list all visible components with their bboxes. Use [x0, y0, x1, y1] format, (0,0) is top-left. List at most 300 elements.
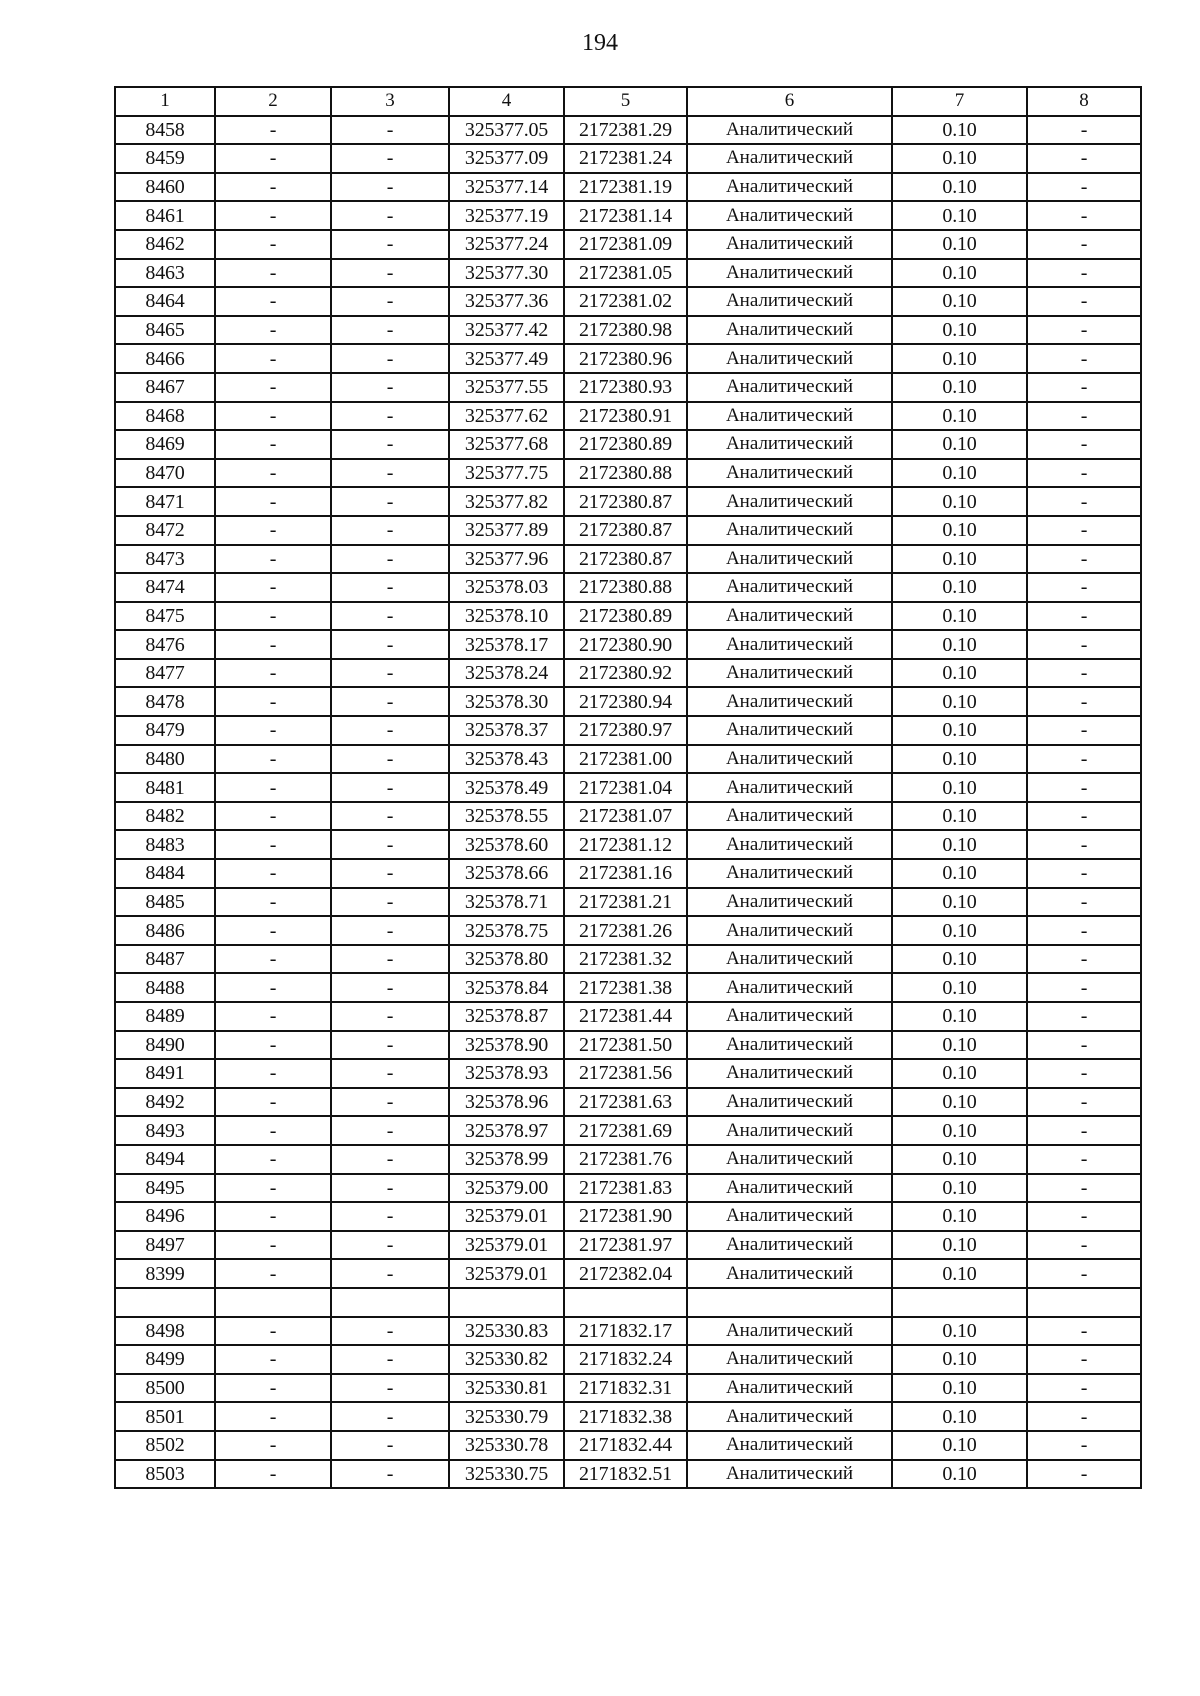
x-coordinate-cell: 325378.96 [449, 1088, 564, 1117]
y-coordinate-cell: 2172381.44 [564, 1002, 687, 1031]
x-coordinate-cell: 325378.10 [449, 602, 564, 631]
col-2-cell: - [215, 602, 331, 631]
y-coordinate-cell: 2172381.97 [564, 1231, 687, 1260]
method-cell: Аналитический [687, 1031, 892, 1060]
col-8-cell: - [1027, 745, 1141, 774]
table-row [115, 201, 1141, 230]
accuracy-cell: 0.10 [892, 459, 1027, 488]
col-8-cell: - [1027, 1431, 1141, 1460]
x-coordinate-cell: 325330.75 [449, 1460, 564, 1489]
y-coordinate-cell: 2172380.94 [564, 687, 687, 716]
col-8-cell: - [1027, 287, 1141, 316]
col-8-cell: - [1027, 1202, 1141, 1231]
method-cell: Аналитический [687, 173, 892, 202]
accuracy-cell: 0.10 [892, 745, 1027, 774]
col-3-cell: - [331, 630, 449, 659]
col-3-cell: - [331, 1145, 449, 1174]
table-row [115, 144, 1141, 173]
accuracy-cell: 0.10 [892, 1374, 1027, 1403]
col-3-cell: - [331, 1345, 449, 1374]
point-number-cell: 8488 [115, 973, 215, 1002]
accuracy-cell: 0.10 [892, 259, 1027, 288]
method-cell: Аналитический [687, 830, 892, 859]
col-3-cell: - [331, 802, 449, 831]
x-coordinate-cell: 325377.05 [449, 116, 564, 145]
accuracy-cell: 0.10 [892, 545, 1027, 574]
accuracy-cell: 0.10 [892, 1116, 1027, 1145]
method-cell: Аналитический [687, 1231, 892, 1260]
accuracy-cell: 0.10 [892, 1174, 1027, 1203]
table-row [115, 1259, 1141, 1288]
method-cell: Аналитический [687, 545, 892, 574]
x-coordinate-cell: 325378.60 [449, 830, 564, 859]
accuracy-cell [892, 1288, 1027, 1317]
method-cell: Аналитический [687, 1374, 892, 1403]
method-cell: Аналитический [687, 888, 892, 917]
accuracy-cell: 0.10 [892, 773, 1027, 802]
point-number-cell: 8482 [115, 802, 215, 831]
x-coordinate-cell: 325377.09 [449, 144, 564, 173]
col-3-cell: - [331, 830, 449, 859]
table-row [115, 1317, 1141, 1346]
y-coordinate-cell: 2172380.98 [564, 316, 687, 345]
point-number-cell: 8472 [115, 516, 215, 545]
method-cell: Аналитический [687, 630, 892, 659]
point-number-cell [115, 1288, 215, 1317]
col-2-cell: - [215, 1345, 331, 1374]
point-number-cell: 8494 [115, 1145, 215, 1174]
table-body [115, 116, 1141, 1489]
point-number-cell: 8489 [115, 1002, 215, 1031]
x-coordinate-cell: 325377.19 [449, 201, 564, 230]
y-coordinate-cell: 2172381.90 [564, 1202, 687, 1231]
y-coordinate-cell: 2172381.29 [564, 116, 687, 145]
table-row [115, 1288, 1141, 1317]
col-8-cell: - [1027, 888, 1141, 917]
point-number-cell: 8462 [115, 230, 215, 259]
point-number-cell: 8458 [115, 116, 215, 145]
col-3-cell: - [331, 1231, 449, 1260]
y-coordinate-cell: 2171832.17 [564, 1317, 687, 1346]
x-coordinate-cell: 325378.75 [449, 916, 564, 945]
col-2-cell: - [215, 630, 331, 659]
col-3-cell: - [331, 1031, 449, 1060]
y-coordinate-cell: 2172381.32 [564, 945, 687, 974]
method-cell: Аналитический [687, 602, 892, 631]
col-3-cell: - [331, 287, 449, 316]
col-8-cell: - [1027, 344, 1141, 373]
accuracy-cell: 0.10 [892, 802, 1027, 831]
point-number-cell: 8478 [115, 687, 215, 716]
x-coordinate-cell: 325378.71 [449, 888, 564, 917]
y-coordinate-cell: 2172381.83 [564, 1174, 687, 1203]
x-coordinate-cell [449, 1288, 564, 1317]
col-3-cell: - [331, 602, 449, 631]
accuracy-cell: 0.10 [892, 173, 1027, 202]
point-number-cell: 8492 [115, 1088, 215, 1117]
y-coordinate-cell: 2172381.09 [564, 230, 687, 259]
col-2-cell: - [215, 402, 331, 431]
col-2-cell: - [215, 1088, 331, 1117]
col-2-cell: - [215, 316, 331, 345]
col-3-cell: - [331, 1174, 449, 1203]
accuracy-cell: 0.10 [892, 945, 1027, 974]
col-3-cell: - [331, 687, 449, 716]
col-8-cell: - [1027, 830, 1141, 859]
x-coordinate-cell: 325330.79 [449, 1402, 564, 1431]
y-coordinate-cell: 2171832.51 [564, 1460, 687, 1489]
col-3-cell: - [331, 1460, 449, 1489]
col-3-cell: - [331, 373, 449, 402]
col-8-cell: - [1027, 973, 1141, 1002]
table-row [115, 1345, 1141, 1374]
table-header-row [115, 87, 1141, 116]
accuracy-cell: 0.10 [892, 287, 1027, 316]
table-row [115, 602, 1141, 631]
col-2-cell: - [215, 545, 331, 574]
col-2-cell: - [215, 859, 331, 888]
accuracy-cell: 0.10 [892, 1345, 1027, 1374]
y-coordinate-cell: 2172380.97 [564, 716, 687, 745]
method-cell: Аналитический [687, 344, 892, 373]
point-number-cell: 8486 [115, 916, 215, 945]
table-row [115, 1431, 1141, 1460]
table-row [115, 573, 1141, 602]
point-number-cell: 8463 [115, 259, 215, 288]
point-number-cell: 8490 [115, 1031, 215, 1060]
y-coordinate-cell: 2172381.19 [564, 173, 687, 202]
col-8-cell: - [1027, 602, 1141, 631]
accuracy-cell: 0.10 [892, 573, 1027, 602]
y-coordinate-cell: 2172381.02 [564, 287, 687, 316]
point-number-cell: 8465 [115, 316, 215, 345]
y-coordinate-cell [564, 1288, 687, 1317]
col-8-cell: - [1027, 116, 1141, 145]
method-cell: Аналитический [687, 1345, 892, 1374]
col-8-cell: - [1027, 1317, 1141, 1346]
point-number-cell: 8460 [115, 173, 215, 202]
accuracy-cell: 0.10 [892, 716, 1027, 745]
accuracy-cell: 0.10 [892, 659, 1027, 688]
accuracy-cell: 0.10 [892, 487, 1027, 516]
col-8-cell: - [1027, 573, 1141, 602]
col-3-cell: - [331, 459, 449, 488]
accuracy-cell: 0.10 [892, 1431, 1027, 1460]
x-coordinate-cell: 325378.30 [449, 687, 564, 716]
table-row [115, 459, 1141, 488]
table-row [115, 402, 1141, 431]
col-2-cell: - [215, 773, 331, 802]
accuracy-cell: 0.10 [892, 1231, 1027, 1260]
y-coordinate-cell: 2172381.76 [564, 1145, 687, 1174]
accuracy-cell: 0.10 [892, 630, 1027, 659]
method-cell: Аналитический [687, 116, 892, 145]
col-2-cell: - [215, 1460, 331, 1489]
x-coordinate-cell: 325377.75 [449, 459, 564, 488]
col-2-cell: - [215, 230, 331, 259]
col-3-cell: - [331, 1402, 449, 1431]
x-coordinate-cell: 325377.68 [449, 430, 564, 459]
col-3-cell: - [331, 745, 449, 774]
column-header-2: 2 [215, 87, 331, 116]
accuracy-cell: 0.10 [892, 344, 1027, 373]
col-3-cell: - [331, 659, 449, 688]
y-coordinate-cell: 2172381.38 [564, 973, 687, 1002]
method-cell: Аналитический [687, 1402, 892, 1431]
col-2-cell: - [215, 373, 331, 402]
y-coordinate-cell: 2172380.88 [564, 573, 687, 602]
point-number-cell: 8483 [115, 830, 215, 859]
col-2-cell: - [215, 144, 331, 173]
col-3-cell: - [331, 716, 449, 745]
col-2-cell: - [215, 830, 331, 859]
x-coordinate-cell: 325378.93 [449, 1059, 564, 1088]
method-cell: Аналитический [687, 144, 892, 173]
y-coordinate-cell: 2172381.00 [564, 745, 687, 774]
accuracy-cell: 0.10 [892, 1402, 1027, 1431]
point-number-cell: 8484 [115, 859, 215, 888]
y-coordinate-cell: 2172380.91 [564, 402, 687, 431]
col-3-cell: - [331, 344, 449, 373]
x-coordinate-cell: 325330.78 [449, 1431, 564, 1460]
col-2-cell: - [215, 173, 331, 202]
method-cell: Аналитический [687, 745, 892, 774]
y-coordinate-cell: 2172380.96 [564, 344, 687, 373]
col-3-cell: - [331, 1317, 449, 1346]
col-3-cell: - [331, 773, 449, 802]
accuracy-cell: 0.10 [892, 859, 1027, 888]
x-coordinate-cell: 325378.99 [449, 1145, 564, 1174]
column-header-4: 4 [449, 87, 564, 116]
accuracy-cell: 0.10 [892, 1202, 1027, 1231]
x-coordinate-cell: 325378.80 [449, 945, 564, 974]
table-row [115, 487, 1141, 516]
x-coordinate-cell: 325379.01 [449, 1202, 564, 1231]
accuracy-cell: 0.10 [892, 430, 1027, 459]
col-8-cell: - [1027, 201, 1141, 230]
point-number-cell: 8487 [115, 945, 215, 974]
col-8-cell: - [1027, 630, 1141, 659]
y-coordinate-cell: 2172381.24 [564, 144, 687, 173]
y-coordinate-cell: 2172380.87 [564, 487, 687, 516]
col-3-cell: - [331, 487, 449, 516]
table-row [115, 316, 1141, 345]
method-cell: Аналитический [687, 1259, 892, 1288]
y-coordinate-cell: 2172380.93 [564, 373, 687, 402]
table-row [115, 230, 1141, 259]
method-cell: Аналитический [687, 1431, 892, 1460]
col-3-cell: - [331, 173, 449, 202]
y-coordinate-cell: 2172381.50 [564, 1031, 687, 1060]
column-header-3: 3 [331, 87, 449, 116]
point-number-cell: 8466 [115, 344, 215, 373]
col-3-cell: - [331, 316, 449, 345]
table-row [115, 545, 1141, 574]
y-coordinate-cell: 2172380.88 [564, 459, 687, 488]
x-coordinate-cell: 325330.81 [449, 1374, 564, 1403]
point-number-cell: 8496 [115, 1202, 215, 1231]
accuracy-cell: 0.10 [892, 888, 1027, 917]
table-row [115, 1460, 1141, 1489]
table-row [115, 1202, 1141, 1231]
x-coordinate-cell: 325377.49 [449, 344, 564, 373]
col-8-cell: - [1027, 144, 1141, 173]
x-coordinate-cell: 325377.24 [449, 230, 564, 259]
col-8-cell: - [1027, 687, 1141, 716]
col-8-cell: - [1027, 1345, 1141, 1374]
col-8-cell: - [1027, 259, 1141, 288]
col-2-cell: - [215, 487, 331, 516]
point-number-cell: 8495 [115, 1174, 215, 1203]
accuracy-cell: 0.10 [892, 830, 1027, 859]
y-coordinate-cell: 2172381.04 [564, 773, 687, 802]
col-8-cell: - [1027, 1031, 1141, 1060]
y-coordinate-cell: 2172381.69 [564, 1116, 687, 1145]
accuracy-cell: 0.10 [892, 1317, 1027, 1346]
method-cell: Аналитический [687, 1059, 892, 1088]
col-2-cell: - [215, 1031, 331, 1060]
column-header-1: 1 [115, 87, 215, 116]
col-2-cell: - [215, 1231, 331, 1260]
table-row [115, 916, 1141, 945]
x-coordinate-cell: 325379.00 [449, 1174, 564, 1203]
method-cell: Аналитический [687, 1174, 892, 1203]
table-row [115, 1145, 1141, 1174]
method-cell: Аналитический [687, 402, 892, 431]
column-header-7: 7 [892, 87, 1027, 116]
point-number-cell: 8477 [115, 659, 215, 688]
col-2-cell: - [215, 1116, 331, 1145]
col-8-cell: - [1027, 1402, 1141, 1431]
x-coordinate-cell: 325378.90 [449, 1031, 564, 1060]
method-cell: Аналитический [687, 916, 892, 945]
col-8-cell: - [1027, 430, 1141, 459]
accuracy-cell: 0.10 [892, 144, 1027, 173]
col-8-cell: - [1027, 459, 1141, 488]
col-8-cell: - [1027, 659, 1141, 688]
x-coordinate-cell: 325330.83 [449, 1317, 564, 1346]
col-2-cell: - [215, 116, 331, 145]
point-number-cell: 8399 [115, 1259, 215, 1288]
table-row [115, 1402, 1141, 1431]
col-2-cell: - [215, 802, 331, 831]
method-cell: Аналитический [687, 659, 892, 688]
col-2-cell: - [215, 1145, 331, 1174]
y-coordinate-cell: 2172381.05 [564, 259, 687, 288]
col-3-cell: - [331, 1259, 449, 1288]
table-row [115, 1116, 1141, 1145]
col-2-cell: - [215, 430, 331, 459]
method-cell: Аналитический [687, 201, 892, 230]
point-number-cell: 8501 [115, 1402, 215, 1431]
col-3-cell: - [331, 116, 449, 145]
method-cell: Аналитический [687, 230, 892, 259]
x-coordinate-cell: 325378.24 [449, 659, 564, 688]
accuracy-cell: 0.10 [892, 1088, 1027, 1117]
y-coordinate-cell: 2172380.89 [564, 602, 687, 631]
method-cell: Аналитический [687, 1088, 892, 1117]
x-coordinate-cell: 325378.55 [449, 802, 564, 831]
method-cell: Аналитический [687, 1317, 892, 1346]
column-header-8: 8 [1027, 87, 1141, 116]
col-2-cell: - [215, 344, 331, 373]
x-coordinate-cell: 325377.14 [449, 173, 564, 202]
point-number-cell: 8464 [115, 287, 215, 316]
table-row [115, 116, 1141, 145]
method-cell: Аналитический [687, 430, 892, 459]
table-row [115, 945, 1141, 974]
col-3-cell: - [331, 916, 449, 945]
method-cell: Аналитический [687, 487, 892, 516]
col-2-cell: - [215, 1317, 331, 1346]
col-2-cell: - [215, 916, 331, 945]
accuracy-cell: 0.10 [892, 1259, 1027, 1288]
col-8-cell [1027, 1288, 1141, 1317]
col-2-cell: - [215, 745, 331, 774]
x-coordinate-cell: 325379.01 [449, 1231, 564, 1260]
col-2-cell: - [215, 1174, 331, 1203]
col-2-cell: - [215, 573, 331, 602]
table-row [115, 1002, 1141, 1031]
y-coordinate-cell: 2171832.31 [564, 1374, 687, 1403]
method-cell: Аналитический [687, 773, 892, 802]
col-3-cell: - [331, 1088, 449, 1117]
col-8-cell: - [1027, 1116, 1141, 1145]
table-row [115, 745, 1141, 774]
table-row [115, 859, 1141, 888]
x-coordinate-cell: 325379.01 [449, 1259, 564, 1288]
accuracy-cell: 0.10 [892, 687, 1027, 716]
y-coordinate-cell: 2172381.12 [564, 830, 687, 859]
y-coordinate-cell: 2172380.87 [564, 516, 687, 545]
accuracy-cell: 0.10 [892, 230, 1027, 259]
x-coordinate-cell: 325378.66 [449, 859, 564, 888]
x-coordinate-cell: 325377.96 [449, 545, 564, 574]
col-3-cell: - [331, 1202, 449, 1231]
table-row [115, 287, 1141, 316]
accuracy-cell: 0.10 [892, 201, 1027, 230]
col-8-cell: - [1027, 916, 1141, 945]
col-8-cell: - [1027, 802, 1141, 831]
point-number-cell: 8475 [115, 602, 215, 631]
col-3-cell: - [331, 1116, 449, 1145]
col-3-cell: - [331, 859, 449, 888]
col-2-cell: - [215, 716, 331, 745]
col-3-cell: - [331, 259, 449, 288]
table-row [115, 259, 1141, 288]
col-3-cell: - [331, 516, 449, 545]
col-8-cell: - [1027, 859, 1141, 888]
col-8-cell: - [1027, 1088, 1141, 1117]
y-coordinate-cell: 2171832.24 [564, 1345, 687, 1374]
x-coordinate-cell: 325378.97 [449, 1116, 564, 1145]
accuracy-cell: 0.10 [892, 1002, 1027, 1031]
method-cell: Аналитический [687, 287, 892, 316]
col-2-cell: - [215, 201, 331, 230]
x-coordinate-cell: 325377.89 [449, 516, 564, 545]
method-cell: Аналитический [687, 1116, 892, 1145]
table-row [115, 888, 1141, 917]
page-number: 194 [582, 30, 618, 56]
y-coordinate-cell: 2172380.87 [564, 545, 687, 574]
y-coordinate-cell: 2172381.63 [564, 1088, 687, 1117]
y-coordinate-cell: 2172381.26 [564, 916, 687, 945]
point-number-cell: 8474 [115, 573, 215, 602]
accuracy-cell: 0.10 [892, 402, 1027, 431]
table-row [115, 373, 1141, 402]
point-number-cell: 8491 [115, 1059, 215, 1088]
x-coordinate-cell: 325377.55 [449, 373, 564, 402]
